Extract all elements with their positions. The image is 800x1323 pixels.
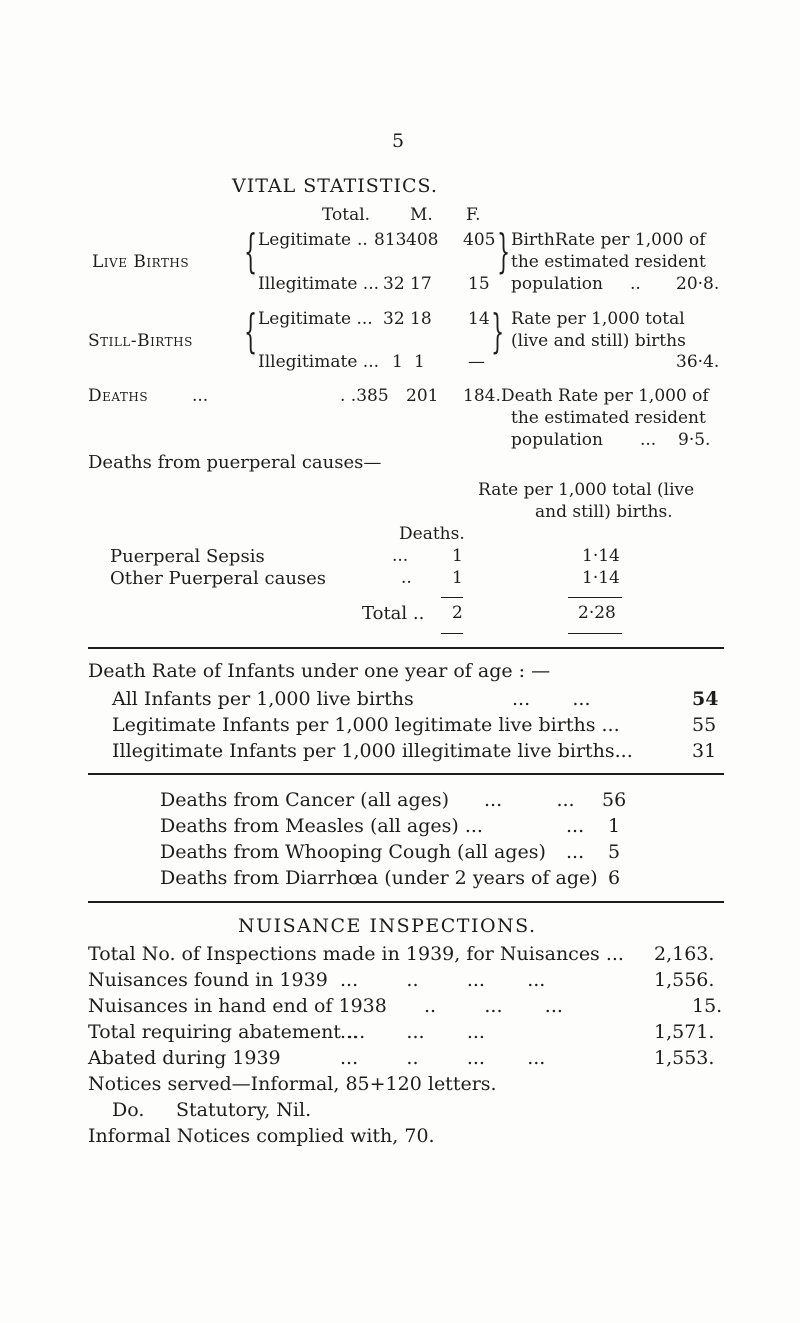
abated-dots: ... .. ... ... xyxy=(340,1047,546,1069)
section-divider-3 xyxy=(88,901,724,903)
live-illegit-f: 15 xyxy=(468,274,490,294)
other-puerperal-dots: .. xyxy=(401,568,412,588)
birth-rate-note-line1: BirthRate per 1,000 of xyxy=(511,230,706,250)
infant-illegit-value: 31 xyxy=(692,740,717,762)
live-births-label: Live Births xyxy=(92,252,190,272)
puerperal-sepsis-deaths: 1 xyxy=(452,546,463,566)
puerperal-total-rate: 2·28 xyxy=(578,603,616,623)
section-divider-1 xyxy=(88,647,724,649)
col-f-header: F. xyxy=(466,205,481,225)
puerperal-deaths-header: Deaths. xyxy=(399,524,465,544)
inspections-total-value: 2,163. xyxy=(654,943,715,965)
still-births-brace: { xyxy=(244,304,258,358)
other-puerperal-label: Other Puerperal causes xyxy=(110,568,327,589)
deaths-f: 184. xyxy=(463,386,501,406)
infant-legit-label: Legitimate Infants per 1,000 legitimate live births ... xyxy=(112,714,620,736)
infant-all-dots: ... ... xyxy=(512,688,591,710)
nuisances-found-dots: ... .. ... ... xyxy=(340,969,546,991)
deaths-total: . .385 xyxy=(340,386,389,406)
requiring-abatement-dots: ... ... ... xyxy=(340,1021,485,1043)
puerperal-sepsis-rate: 1·14 xyxy=(582,546,620,566)
live-legit-label: Legitimate xyxy=(258,230,352,250)
diarrhoea-deaths-value: 6 xyxy=(608,867,621,889)
col-m-header: M. xyxy=(410,205,433,225)
still-illegit-m: 1 xyxy=(414,352,425,372)
notices-complied: Informal Notices complied with, 70. xyxy=(88,1125,435,1147)
death-rate-note-line2: the estimated resident xyxy=(511,408,706,428)
section-divider-2 xyxy=(88,773,724,775)
puerperal-rate-rule-bottom xyxy=(568,633,622,634)
nuisances-found-label: Nuisances found in 1939 xyxy=(88,969,328,991)
death-rate-note-line1: Death Rate per 1,000 of xyxy=(501,386,709,406)
still-legit-total: 32 xyxy=(383,309,405,329)
deaths-label: Deaths xyxy=(88,386,149,406)
live-illegit-total: 32 xyxy=(383,274,405,294)
live-births-brace: { xyxy=(244,224,258,278)
live-births-note-brace: } xyxy=(497,224,511,278)
whooping-cough-deaths-label: Deaths from Whooping Cough (all ages) xyxy=(160,841,546,863)
diarrhoea-deaths-label: Deaths from Diarrhœa (under 2 years of age) xyxy=(160,867,598,889)
nuisances-in-hand-value: 15. xyxy=(692,995,723,1017)
whooping-cough-deaths-value: 5 xyxy=(608,841,621,863)
nuisances-in-hand-label: Nuisances in hand end of 1938 xyxy=(88,995,387,1017)
cancer-deaths-label: Deaths from Cancer (all ages) xyxy=(160,789,450,811)
live-legit-f: 405 xyxy=(463,230,496,250)
infant-all-value: 54 xyxy=(692,688,719,710)
still-illegit-f: — xyxy=(468,352,485,372)
infant-death-rate-heading: Death Rate of Infants under one year of age : — xyxy=(88,660,551,682)
infant-illegit-label: Illegitimate Infants per 1,000 illegitimate live births... xyxy=(112,740,633,762)
puerperal-rate-header-line2: and still) births. xyxy=(535,502,673,522)
nuisance-inspections-title: NUISANCE INSPECTIONS. xyxy=(238,915,537,937)
live-illegit-label: Illegitimate ... xyxy=(258,274,380,294)
still-rate-note-line1: Rate per 1,000 total xyxy=(511,309,685,329)
death-rate-note-line3: population xyxy=(511,430,603,450)
death-rate-note-dots: ... xyxy=(640,430,657,450)
measles-deaths-dots: ... xyxy=(566,815,585,837)
infant-all-label: All Infants per 1,000 live births xyxy=(112,688,414,710)
puerperal-sepsis-label: Puerperal Sepsis xyxy=(110,546,265,567)
birth-rate-note-dots: .. xyxy=(630,274,641,294)
notices-statutory: Statutory, Nil. xyxy=(176,1099,312,1121)
nuisances-found-value: 1,556. xyxy=(654,969,715,991)
live-legit-dots: .. xyxy=(357,230,368,250)
nuisances-in-hand-dots: .. ... ... xyxy=(424,995,563,1017)
other-puerperal-deaths: 1 xyxy=(452,568,463,588)
birth-rate-note-line3: population xyxy=(511,274,603,294)
col-total-header: Total. xyxy=(322,205,371,225)
live-legit-total: 813 xyxy=(374,230,407,250)
puerperal-deaths-rule-top xyxy=(441,597,463,598)
live-legit-m: 408 xyxy=(406,230,439,250)
puerperal-total-deaths: 2 xyxy=(452,603,463,623)
live-illegit-m: 17 xyxy=(410,274,432,294)
abated-value: 1,553. xyxy=(654,1047,715,1069)
still-illegit-total: 1 xyxy=(392,352,403,372)
notices-informal: Notices served—Informal, 85+120 letters. xyxy=(88,1073,497,1095)
still-legit-label: Legitimate ... xyxy=(258,309,373,329)
requiring-abatement-label: Total requiring abatement ... xyxy=(88,1021,366,1043)
abated-label: Abated during 1939 xyxy=(88,1047,281,1069)
puerperal-total-label: Total .. xyxy=(362,603,425,624)
vital-statistics-title: VITAL STATISTICS. xyxy=(232,175,438,197)
requiring-abatement-value: 1,571. xyxy=(654,1021,715,1043)
notices-statutory-do: Do. xyxy=(112,1099,145,1121)
puerperal-rate-rule-top xyxy=(568,597,622,598)
measles-deaths-value: 1 xyxy=(608,815,621,837)
inspections-total-label: Total No. of Inspections made in 1939, for Nuisances ... xyxy=(88,943,624,965)
puerperal-sepsis-dots: ... xyxy=(392,546,409,566)
puerperal-rate-header-line1: Rate per 1,000 total (live xyxy=(478,480,695,500)
still-legit-f: 14 xyxy=(468,309,490,329)
puerperal-heading: Deaths from puerperal causes— xyxy=(88,452,382,473)
other-puerperal-rate: 1·14 xyxy=(582,568,620,588)
still-births-note-brace: } xyxy=(491,304,505,358)
whooping-cough-deaths-dots: ... xyxy=(566,841,585,863)
page-number: 5 xyxy=(392,130,405,152)
still-rate-note-line2: (live and still) births xyxy=(511,331,686,351)
cancer-deaths-value: 56 xyxy=(602,789,627,811)
birth-rate-value: 20·8. xyxy=(676,274,720,294)
birth-rate-note-line2: the estimated resident xyxy=(511,252,706,272)
still-rate-value: 36·4. xyxy=(676,352,720,372)
deaths-m: 201 xyxy=(406,386,439,406)
cancer-deaths-dots: ... ... xyxy=(484,789,575,811)
still-legit-m: 18 xyxy=(410,309,432,329)
death-rate-value: 9·5. xyxy=(678,430,711,450)
infant-legit-value: 55 xyxy=(692,714,717,736)
deaths-dots: ... xyxy=(192,386,209,406)
measles-deaths-label: Deaths from Measles (all ages) ... xyxy=(160,815,483,837)
still-births-label: Still-Births xyxy=(88,331,193,351)
still-illegit-label: Illegitimate ... xyxy=(258,352,380,372)
puerperal-deaths-rule-bottom xyxy=(441,633,463,634)
